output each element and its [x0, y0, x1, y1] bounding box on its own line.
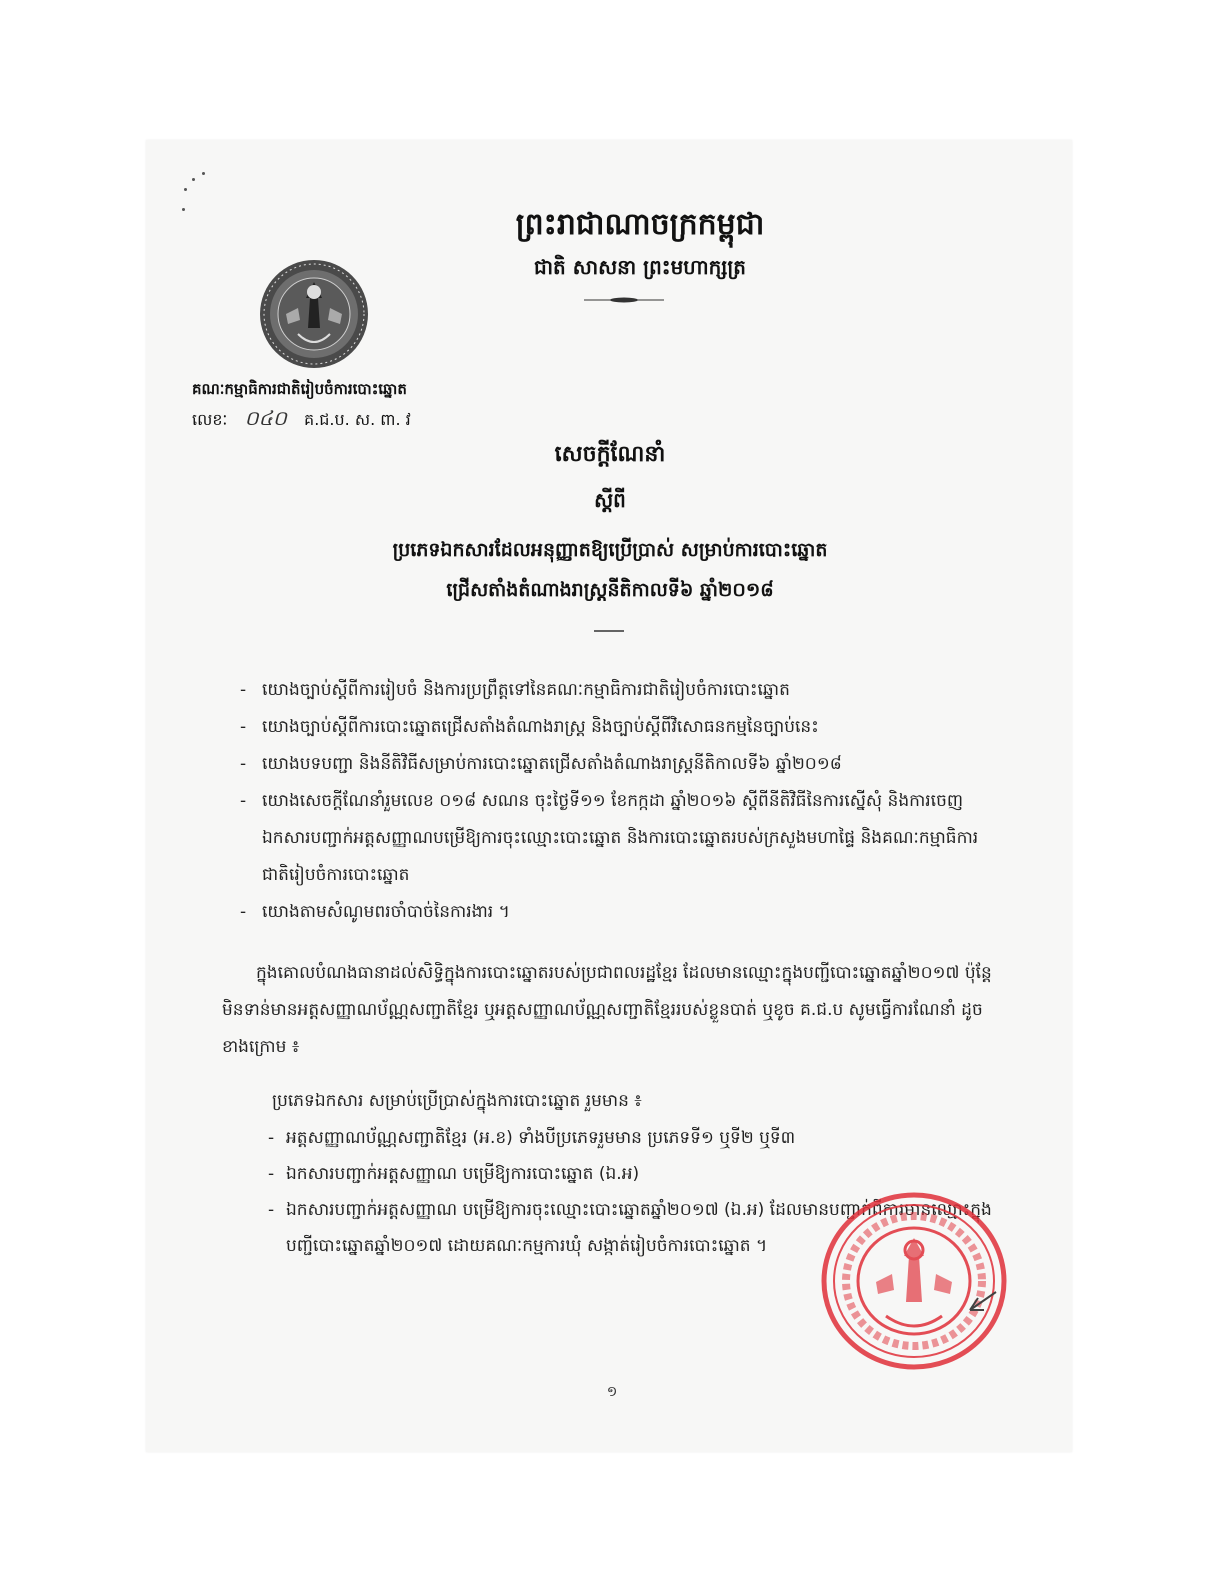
document-types-intro: ប្រភេទឯកសារ សម្រាប់ប្រើប្រាស់ក្នុងការបោះឆ្នោត រួមមាន ៖	[272, 1091, 642, 1111]
body-paragraph: ក្នុងគោលបំណងធានាដល់សិទ្ធិក្នុងការបោះឆ្នោតរបស់ប្រជាពលរដ្ឋខ្មែរ ដែលមានឈ្មោះក្នុងបញ្ជីបោះឆ្នោតឆ្នាំ២០១៧ ប៉ុន្តែមិនទាន់មានអត្តសញ្ញាណប័ណ្ណសញ្ជាតិខ្មែរ ឬអត្តសញ្ញាណប័ណ្ណសញ្ជាតិខ្មែររបស់ខ្លួនបាត់ ឬខូច គ.ជ.ប សូមធ្វើការណែនាំ ដូចខាងក្រោម ៖	[222, 963, 992, 1057]
title-concerning: ស្តីពី	[594, 488, 626, 512]
document-type-text: អត្តសញ្ញាណប័ណ្ណសញ្ជាតិខ្មែរ (អ.ខ) ទាំងបីប្រភេទរួមមាន ប្រភេទទី១ ឬទី២ ឬទី៣	[286, 1128, 796, 1148]
nec-seal-icon	[258, 258, 370, 370]
divider-ornament	[584, 296, 664, 304]
bullet-dash: -	[268, 1164, 275, 1184]
document-type-text: ឯកសារបញ្ជាក់អត្តសញ្ញាណ បម្រើឱ្យការចុះឈ្មោះបោះឆ្នោតឆ្នាំ២០១៧ (ឯ.អ) ដែលមានបញ្ជាក់ពីការមានឈ្មោះក្នុងបញ្ជីបោះឆ្នោតឆ្នាំ២០១៧ ដោយគណៈកម្មការឃុំ សង្កាត់រៀបចំការបោះឆ្នោត ។	[286, 1200, 992, 1256]
national-motto: ជាតិ សាសនា ព្រះមហាក្សត្រ	[534, 255, 746, 279]
reference-text: យោងច្បាប់ស្តីពីការបោះឆ្នោតជ្រើសតាំងតំណាងរាស្ត្រ និងច្បាប់ស្តីពីវិសោធនកម្មនៃច្បាប់នេះ	[262, 717, 819, 737]
reference-item	[240, 709, 1000, 746]
agency-name: គណៈកម្មាធិការជាតិរៀបចំការបោះឆ្នោត	[192, 380, 407, 398]
reference-text: យោងសេចក្តីណែនាំរួមលេខ ០១៨ សណន ចុះថ្ងៃទី១១ ខែកក្កដា ឆ្នាំ២០១៦ ស្តីពីនីតិវិធីនៃការស្នើសុំ និងការចេញឯកសារបញ្ជាក់អត្តសញ្ញាណបម្រើឱ្យការចុះឈ្មោះបោះឆ្នោត និងការបោះឆ្នោតរបស់ក្រសួងមហាផ្ទៃ និងគណៈកម្មាធិការជាតិរៀបចំការបោះឆ្នោត	[262, 791, 979, 885]
speck	[192, 178, 195, 181]
number-suffix: គ.ជ.ប. ស. ពា. វ	[304, 410, 411, 429]
bullet-dash: -	[240, 754, 247, 774]
document-title: សេចក្តីណែនាំ	[554, 442, 666, 467]
document-type-text: ឯកសារបញ្ជាក់អត្តសញ្ញាណ បម្រើឱ្យការបោះឆ្នោត (ឯ.អ)	[286, 1164, 640, 1184]
bullet-dash: -	[240, 902, 247, 922]
reference-item	[240, 894, 1000, 931]
page-number: ១	[606, 1384, 618, 1400]
reference-text: យោងតាមសំណូមពរចាំបាច់នៃការងារ ។	[262, 902, 510, 922]
title-divider	[594, 628, 624, 634]
handwritten-number: ០៤០	[244, 406, 287, 430]
document-type-item	[268, 1120, 1008, 1156]
title-subject-line-2: ជ្រើសតាំងតំណាងរាស្ត្រនីតិកាលទី៦ ឆ្នាំ២០១៨	[446, 579, 774, 601]
reference-text: យោងច្បាប់ស្តីពីការរៀបចំ និងការប្រព្រឹត្តទៅនៃគណៈកម្មាធិការជាតិរៀបចំការបោះឆ្នោត	[262, 680, 790, 700]
bullet-dash: -	[240, 680, 247, 700]
number-label: លេខៈ	[192, 410, 228, 429]
references-list	[240, 672, 1000, 931]
speck	[184, 188, 187, 191]
official-stamp-icon	[820, 1190, 1008, 1372]
scan-specks	[172, 168, 212, 228]
bullet-dash: -	[240, 791, 247, 811]
reference-text: យោងបទបញ្ជា និងនីតិវិធីសម្រាប់ការបោះឆ្នោតជ្រើសតាំងតំណាងរាស្ត្រនីតិកាលទី៦ ឆ្នាំ២០១៨	[262, 754, 842, 774]
bullet-dash: -	[268, 1200, 275, 1220]
document-type-item	[268, 1156, 1008, 1192]
bullet-dash: -	[268, 1128, 275, 1148]
kingdom-heading: ព្រះរាជាណាចក្រកម្ពុជា	[515, 207, 765, 242]
title-subject-line-1: ប្រភេទឯកសារដែលអនុញ្ញាតឱ្យប្រើប្រាស់ សម្រាប់ការបោះឆ្នោត	[392, 539, 828, 561]
bullet-dash: -	[240, 717, 247, 737]
document-number-line	[192, 405, 411, 435]
speck	[182, 208, 185, 211]
reference-item	[240, 746, 1000, 783]
speck	[202, 172, 205, 175]
reference-item	[240, 672, 1000, 709]
reference-item	[240, 783, 1000, 894]
